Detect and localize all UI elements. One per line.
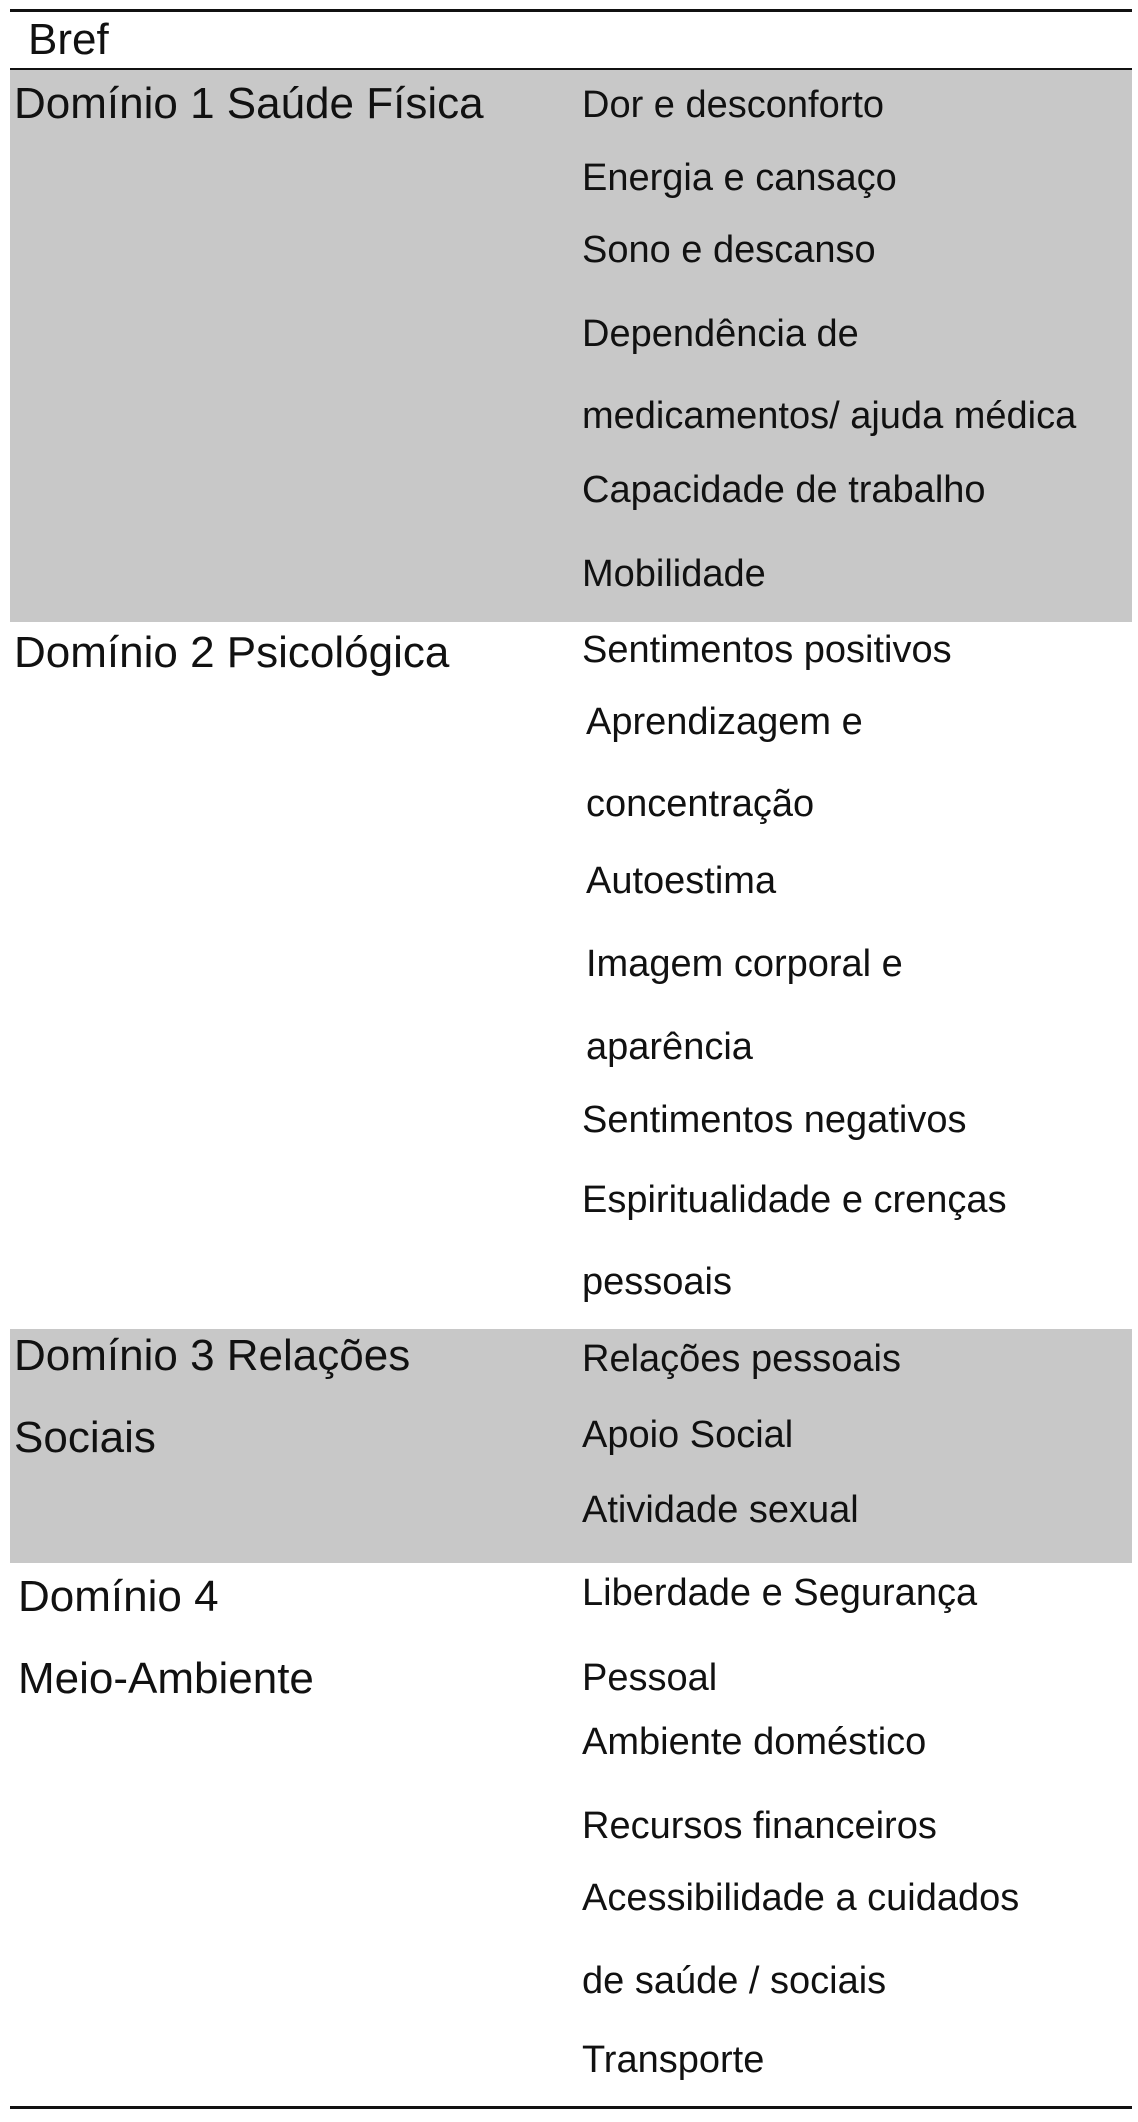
domain-4-item: Ambiente doméstico [582,1721,927,1763]
domain-1-title: Domínio 1 Saúde Física [14,79,484,128]
domain-4-item: Recursos financeiros [582,1805,937,1847]
domain-2-item: Aprendizagem e [586,701,863,743]
domain-2-item: pessoais [582,1261,732,1303]
domain-2-item: concentração [586,783,815,825]
domain-1-item: Dependência de [582,313,859,355]
domain-1-item: Energia e cansaço [582,157,897,199]
domain-4-item: Acessibilidade a cuidados [582,1877,1020,1919]
domain-2-title: Domínio 2 Psicológica [14,628,450,677]
domain-4-item: Transporte [582,2039,765,2081]
domain-1-band [10,70,1132,622]
domain-1-item: Sono e descanso [582,229,876,271]
table-header: Bref [28,15,109,64]
domain-2-item: Espiritualidade e crenças [582,1179,1007,1221]
bottom-rule [10,2106,1132,2109]
domain-3-title: Domínio 3 Relações [14,1331,411,1380]
domain-2-item: Sentimentos positivos [582,629,952,671]
top-rule [10,9,1132,12]
domain-1-item: medicamentos/ ajuda médica [582,395,1077,437]
domain-3-item: Apoio Social [582,1414,794,1456]
domain-1-item: Dor e desconforto [582,84,885,126]
domain-2-item: aparência [586,1026,753,1068]
domain-4-item: Liberdade e Segurança [582,1572,978,1614]
domain-4-title: Domínio 4 [18,1572,219,1621]
domain-4-item: Pessoal [582,1657,718,1699]
domain-4-item: de saúde / sociais [582,1960,887,2002]
domain-2-item: Autoestima [586,860,777,902]
domain-1-item: Mobilidade [582,553,766,595]
domain-2-item: Sentimentos negativos [582,1099,967,1141]
domain-2-item: Imagem corporal e [586,943,903,985]
domain-3-title: Sociais [14,1413,156,1462]
domain-3-item: Relações pessoais [582,1338,901,1380]
domain-1-item: Capacidade de trabalho [582,469,986,511]
domain-3-item: Atividade sexual [582,1489,859,1531]
domain-4-title: Meio-Ambiente [18,1654,314,1703]
